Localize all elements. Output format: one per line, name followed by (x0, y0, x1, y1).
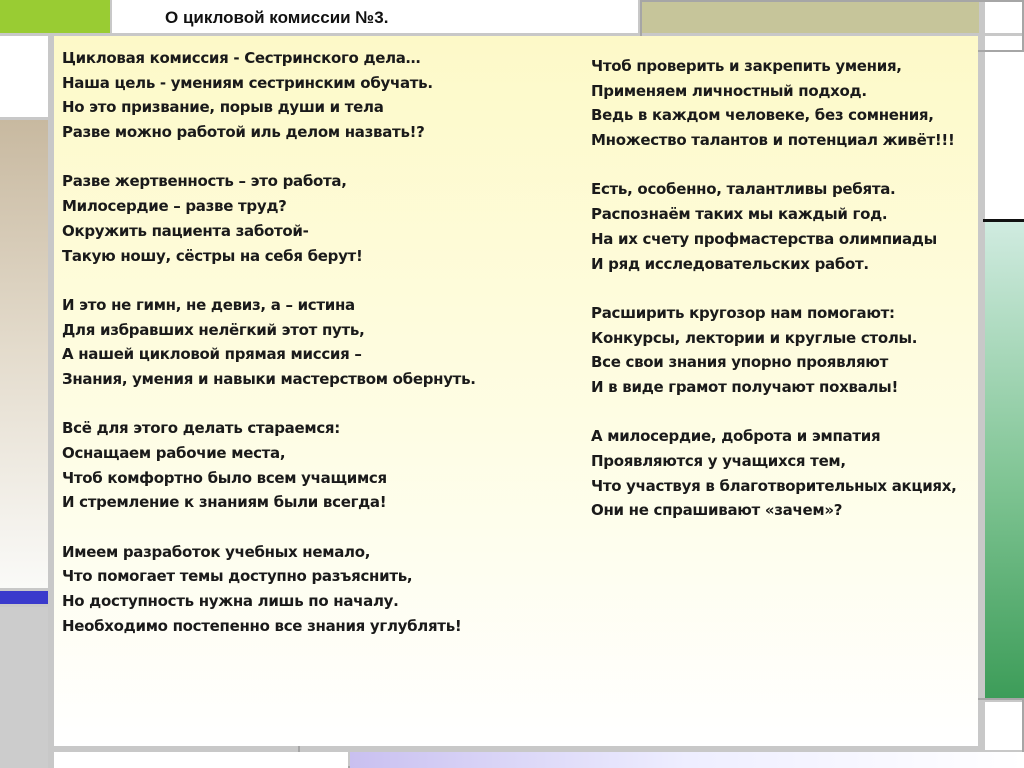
poem-line: Множество талантов и потенциал живёт!!! (591, 131, 955, 150)
deco-right-white-top (985, 36, 1024, 219)
poem-line: Все свои знания упорно проявляют (591, 353, 888, 372)
poem-line: Что помогает темы доступно разъяснить, (62, 567, 413, 586)
deco-blue-strip (0, 591, 48, 604)
poem-line: И ряд исследовательских работ. (591, 254, 869, 273)
left-text-column (62, 46, 476, 639)
poem-line: Оснащаем рабочие места, (62, 444, 286, 462)
poem-line: Чтоб проверить и закрепить умения, (591, 57, 902, 75)
poem-line: Разве можно работой иль делом назвать!? (62, 123, 425, 142)
poem-line: На их счету профмастерства олимпиады (591, 229, 937, 248)
poem-line: Имеем разработок учебных немало, (62, 542, 371, 561)
stanza-gap (62, 268, 476, 293)
poem-line: Такую ношу, сёстры на себя берут! (62, 246, 363, 265)
poem-line: Для избравших нелёгкий этот путь, (62, 320, 365, 339)
stanza-gap (62, 515, 476, 540)
poem-line: И в виде грамот получают похвалы! (591, 377, 898, 396)
stanza-gap (591, 276, 957, 301)
deco-bottom-white (54, 752, 348, 768)
stanza-gap (591, 153, 957, 178)
poem-line: Всё для этого делать стараемся: (62, 419, 340, 438)
poem-line: Применяем личностный подход. (591, 81, 867, 100)
deco-lavender-strip (350, 752, 1024, 768)
poem-line: Знания, умения и навыки мастерством обернуть. (62, 369, 476, 388)
poem-line: Но это призвание, порыв души и тела (62, 98, 384, 117)
poem-line: Но доступность нужна лишь по началу. (62, 592, 399, 611)
poem-line: Проявляются у учащихся тем, (591, 452, 846, 470)
poem-line: Наша цель - умениям сестринским обучать. (62, 73, 433, 92)
deco-left-gray-bottom (0, 607, 48, 768)
deco-left-white-top (0, 36, 48, 117)
stanza-gap (591, 400, 957, 425)
poem-line: Есть, особенно, талантливы ребята. (591, 180, 896, 199)
poem-line: Разве жертвенность – это работа, (62, 172, 347, 191)
stanza-gap (62, 392, 476, 417)
poem-line: Конкурсы, лектории и круглые столы. (591, 328, 918, 347)
poem-line: Расширить кругозор нам помогают: (591, 303, 895, 322)
poem-line: Необходимо постепенно все знания углублять! (62, 616, 462, 635)
deco-tan-strip (0, 120, 48, 588)
poem-line: Распознаём таких мы каждый год. (591, 205, 888, 224)
poem-line: Они не спрашивают «зачем»? (591, 501, 843, 520)
poem-line: Ведь в каждом человеке, без сомнения, (591, 106, 934, 125)
poem-line: Окружить пациента заботой- (62, 221, 309, 240)
poem-line: Цикловая комиссия - Сестринского дела… (62, 49, 421, 67)
poem-line: Что участвуя в благотворительных акциях, (591, 476, 957, 495)
poem-line: А милосердие, доброта и эмпатия (591, 427, 881, 446)
slide-title: О цикловой комиссии №3. (165, 8, 389, 27)
poem-line: И стремление к знаниям были всегда! (62, 493, 387, 512)
poem-line: И это не гимн, не девиз, а – истина (62, 295, 355, 314)
right-text-column (591, 54, 957, 523)
stanza-gap (62, 145, 476, 170)
deco-green-block (0, 0, 110, 33)
poem-line: Чтоб комфортно было всем учащимся (62, 468, 387, 487)
deco-sea-green-strip (985, 222, 1024, 700)
poem-line: Милосердие – разве труд? (62, 197, 287, 216)
poem-line: А нашей цикловой прямая миссия – (62, 345, 362, 364)
